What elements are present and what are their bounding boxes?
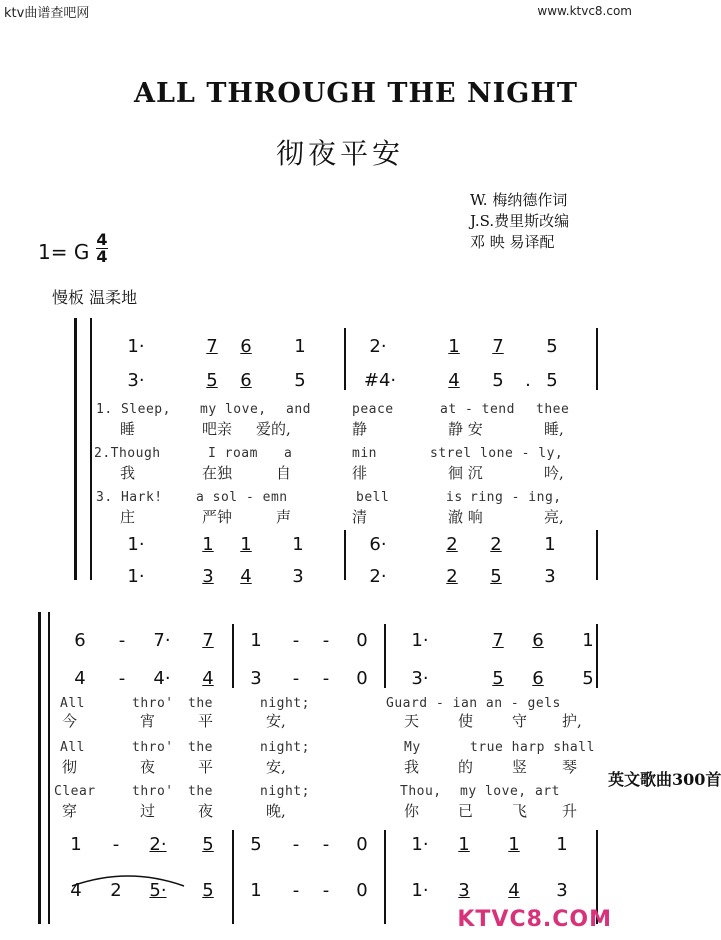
lyric-en: Thou, xyxy=(400,784,442,799)
note: - xyxy=(322,880,330,901)
note: 4· xyxy=(153,668,171,689)
note: 5· xyxy=(149,880,167,901)
lyric-cn: 飞 xyxy=(512,802,528,820)
note: 4 xyxy=(240,566,252,587)
system2-bracket xyxy=(38,612,41,924)
note: 0 xyxy=(356,668,368,689)
lyric-en: min xyxy=(352,446,377,461)
time-signature-bottom: 4 xyxy=(96,247,108,266)
note: 2 xyxy=(490,534,502,555)
lyric-en: night; xyxy=(260,784,310,799)
note: - xyxy=(292,630,300,651)
key-signature: 1= G xyxy=(38,240,90,264)
system1-bracket xyxy=(74,318,77,580)
lyric-en: Guard - ian an - gels xyxy=(386,696,561,711)
note: 7 xyxy=(492,336,504,357)
lyric-cn: 徊 沉 xyxy=(448,464,483,482)
lyric-en: peace xyxy=(352,402,394,417)
note: 7 xyxy=(206,336,218,357)
lyric-en: a sol - emn xyxy=(196,490,288,505)
lyric-cn: 夜 xyxy=(140,758,156,776)
lyric-en: and xyxy=(286,402,311,417)
note: #4· xyxy=(363,370,397,391)
note: 3 xyxy=(292,566,304,587)
note: 6 xyxy=(240,370,252,391)
note: 2 xyxy=(446,534,458,555)
note: 1 xyxy=(294,336,306,357)
lyric-cn: 我 xyxy=(120,464,136,482)
note: 6· xyxy=(369,534,387,555)
watermark-top-left: ktv曲谱查吧网 xyxy=(4,6,90,21)
lyric-cn: 已 xyxy=(458,802,474,820)
lyric-en: ring - ing, xyxy=(470,490,562,505)
lyric-cn: 声 xyxy=(276,508,292,526)
note: 3· xyxy=(127,370,145,391)
lyric-cn: 睡 xyxy=(120,420,136,438)
lyric-cn: 亮, xyxy=(544,508,564,526)
barline xyxy=(344,328,346,390)
credit-translator: 邓 映 易译配 xyxy=(470,233,555,251)
note: 4 xyxy=(448,370,460,391)
note: 3 xyxy=(458,880,470,901)
note: 0 xyxy=(356,834,368,855)
barline xyxy=(384,830,386,924)
lyric-cn: 晚, xyxy=(266,802,286,820)
lyric-cn: 澈 响 xyxy=(448,508,483,526)
note: 6 xyxy=(74,630,86,651)
lyric-cn: 琴 xyxy=(562,758,578,776)
note: 1 xyxy=(202,534,214,555)
lyric-cn: 安, xyxy=(266,712,286,730)
lyric-cn: 在独 xyxy=(202,464,233,482)
note: 1 xyxy=(458,834,470,855)
note: 1 xyxy=(292,534,304,555)
note: 1· xyxy=(411,880,429,901)
note: 1· xyxy=(127,534,145,555)
note: 1· xyxy=(411,630,429,651)
lyric-cn: 夜 xyxy=(198,802,214,820)
note: 1 xyxy=(250,880,262,901)
note: 2 xyxy=(446,566,458,587)
note: 6 xyxy=(240,336,252,357)
lyric-en: thee xyxy=(536,402,570,417)
lyric-cn: 今 xyxy=(62,712,78,730)
note: - xyxy=(118,668,126,689)
note: 2· xyxy=(149,834,167,855)
note: 5 xyxy=(492,668,504,689)
note: 1 xyxy=(240,534,252,555)
note: 7 xyxy=(202,630,214,651)
lyric-cn: 自 xyxy=(276,464,292,482)
lyric-en: my love, xyxy=(200,402,267,417)
note: 1 xyxy=(544,534,556,555)
lyric-cn: 爱的, xyxy=(256,420,291,438)
lyric-en: a xyxy=(284,446,293,461)
note: 5 xyxy=(250,834,262,855)
lyric-en: night; xyxy=(260,696,310,711)
lyric-cn: 守 xyxy=(512,712,528,730)
tempo-marking: 慢板 温柔地 xyxy=(52,288,138,307)
tie-slur xyxy=(68,870,188,890)
lyric-en: bell xyxy=(356,490,390,505)
lyric-en: thro' xyxy=(132,740,174,755)
lyric-en: I roam xyxy=(208,446,258,461)
note: 1· xyxy=(127,566,145,587)
lyric-cn: 睡, xyxy=(544,420,564,438)
barline xyxy=(384,624,386,688)
note: 2· xyxy=(369,566,387,587)
system2-start-bar xyxy=(48,612,50,924)
watermark-bottom-right: KTVC8.COM xyxy=(457,907,612,932)
note: 1 xyxy=(582,630,594,651)
system1-start-bar xyxy=(90,318,92,580)
note: 1 xyxy=(250,630,262,651)
note: 5 xyxy=(546,370,558,391)
lyric-cn: 平 xyxy=(198,712,214,730)
lyric-cn: 吧亲 xyxy=(202,420,233,438)
note: 3 xyxy=(556,880,568,901)
credit-arranger: J.S.费里斯改编 xyxy=(470,212,570,230)
lyric-cn: 过 xyxy=(140,802,156,820)
lyric-cn: 护, xyxy=(562,712,582,730)
time-signature-top: 4 xyxy=(96,230,108,249)
lyric-en: my love, art xyxy=(460,784,560,799)
note: 4 xyxy=(508,880,520,901)
note: 2 xyxy=(110,880,122,901)
note: 5 xyxy=(294,370,306,391)
lyric-cn: 升 xyxy=(562,802,578,820)
lyric-cn: 静 安 xyxy=(448,420,483,438)
song-subtitle: 彻夜平安 xyxy=(276,137,405,170)
note: - xyxy=(322,630,330,651)
barline xyxy=(596,530,598,580)
credit-lyricist: W. 梅纳德作词 xyxy=(470,191,568,209)
note: 0 xyxy=(356,630,368,651)
side-book-title: 英文歌曲300首 xyxy=(608,770,721,789)
barline xyxy=(596,624,598,688)
note: 5 xyxy=(202,880,214,901)
lyric-en: night; xyxy=(260,740,310,755)
note: - xyxy=(292,834,300,855)
note: - xyxy=(292,668,300,689)
note: - xyxy=(292,880,300,901)
lyric-en: 1. Sleep, xyxy=(96,402,171,417)
note: 1· xyxy=(127,336,145,357)
lyric-cn: 天 xyxy=(404,712,420,730)
lyric-en: thro' xyxy=(132,784,174,799)
barline xyxy=(596,328,598,390)
note: 1 xyxy=(70,834,82,855)
lyric-en: thro' xyxy=(132,696,174,711)
note: - xyxy=(112,834,120,855)
lyric-cn: 严钟 xyxy=(202,508,233,526)
lyric-cn: 平 xyxy=(198,758,214,776)
lyric-cn: 静 xyxy=(352,420,368,438)
note: 1 xyxy=(448,336,460,357)
barline xyxy=(232,830,234,924)
lyric-cn: 徘 xyxy=(352,464,368,482)
lyric-cn: 我 xyxy=(404,758,420,776)
note: 7 xyxy=(492,630,504,651)
note: 3· xyxy=(411,668,429,689)
note: 4 xyxy=(70,880,82,901)
note: 5 xyxy=(492,370,504,391)
note: 4 xyxy=(74,668,86,689)
note: - xyxy=(118,630,126,651)
note: 1 xyxy=(556,834,568,855)
lyric-en: All xyxy=(60,740,85,755)
lyric-en: strel lone - ly, xyxy=(430,446,564,461)
lyric-cn: 竖 xyxy=(512,758,528,776)
note: 1 xyxy=(508,834,520,855)
note: 5 xyxy=(490,566,502,587)
note: 5 xyxy=(202,834,214,855)
lyric-cn: 安, xyxy=(266,758,286,776)
lyric-en: My xyxy=(404,740,421,755)
lyric-cn: 彻 xyxy=(62,758,78,776)
note: 5 xyxy=(582,668,594,689)
note: 3 xyxy=(544,566,556,587)
lyric-en: the xyxy=(188,784,213,799)
lyric-en: 3. Hark! xyxy=(96,490,163,505)
lyric-en: at - tend xyxy=(440,402,515,417)
note: 4 xyxy=(202,668,214,689)
note: . xyxy=(525,370,531,391)
note: 7· xyxy=(153,630,171,651)
lyric-en: Clear xyxy=(54,784,96,799)
note: 5 xyxy=(546,336,558,357)
note: 6 xyxy=(532,630,544,651)
time-signature xyxy=(96,232,108,265)
lyric-cn: 你 xyxy=(404,802,420,820)
note: - xyxy=(322,834,330,855)
barline xyxy=(232,624,234,688)
credits xyxy=(470,190,569,253)
lyric-en: true harp shall xyxy=(470,740,595,755)
lyric-cn: 的 xyxy=(458,758,474,776)
lyric-en: the xyxy=(188,740,213,755)
lyric-en: the xyxy=(188,696,213,711)
note: 5 xyxy=(206,370,218,391)
lyric-en: is xyxy=(446,490,463,505)
lyric-cn: 使 xyxy=(458,712,474,730)
lyric-cn: 吟, xyxy=(544,464,564,482)
lyric-cn: 穿 xyxy=(62,802,78,820)
lyric-cn: 庄 xyxy=(120,508,136,526)
note: 2· xyxy=(369,336,387,357)
lyric-en: All xyxy=(60,696,85,711)
lyric-cn: 宵 xyxy=(140,712,156,730)
note: 0 xyxy=(356,880,368,901)
watermark-top-right: www.ktvc8.com xyxy=(537,4,632,18)
note: 3 xyxy=(250,668,262,689)
barline xyxy=(344,530,346,580)
lyric-en: 2.Though xyxy=(94,446,161,461)
note: 1· xyxy=(411,834,429,855)
note: 3 xyxy=(202,566,214,587)
lyric-cn: 清 xyxy=(352,508,368,526)
note: 6 xyxy=(532,668,544,689)
note: - xyxy=(322,668,330,689)
